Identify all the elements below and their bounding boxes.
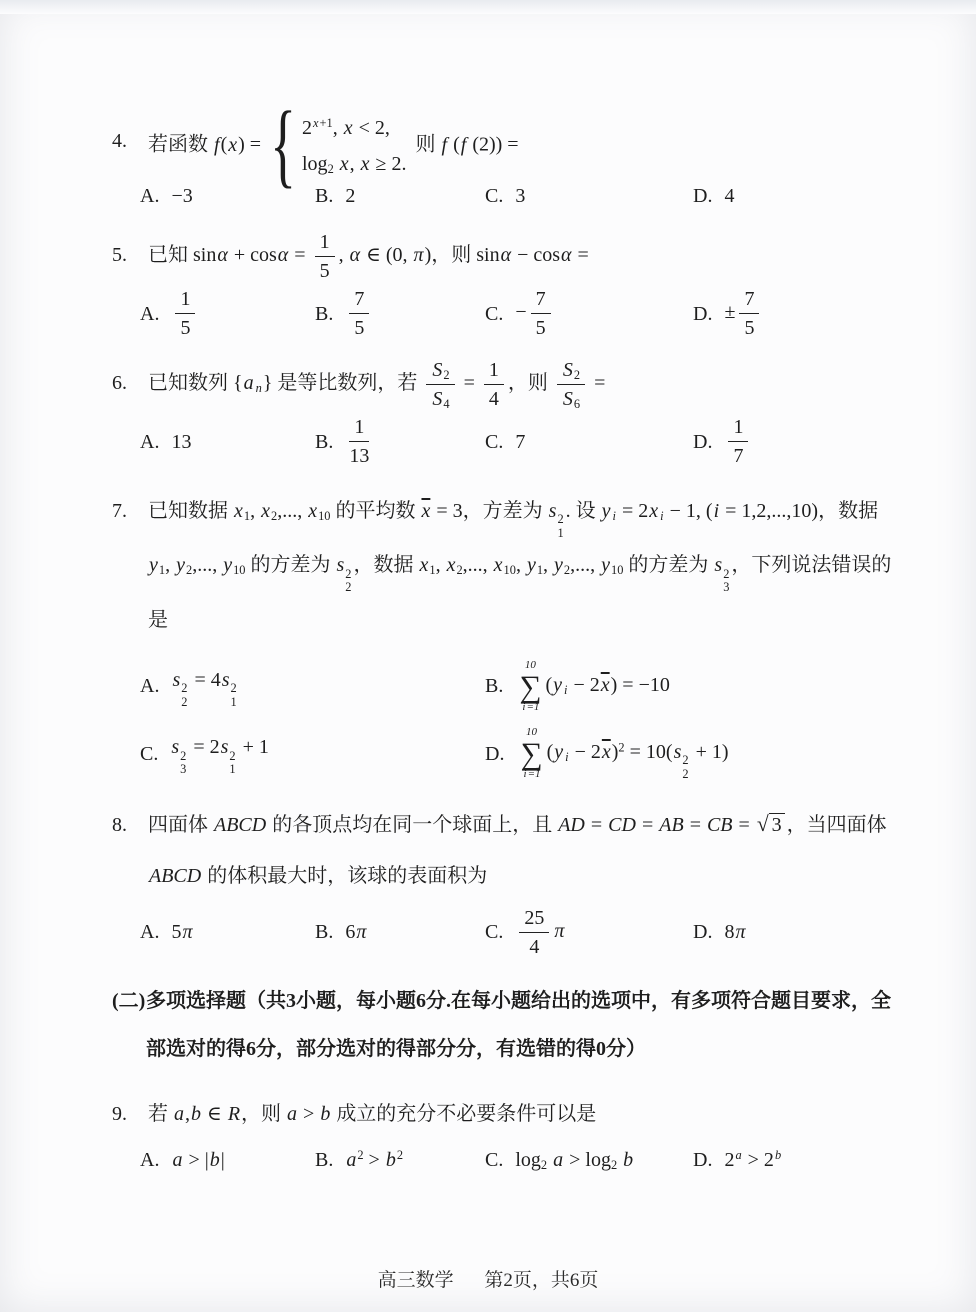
option-label: A. xyxy=(140,430,160,453)
option-label: C. xyxy=(485,1148,504,1171)
option-label: B. xyxy=(315,430,334,453)
option-value: 5π xyxy=(171,921,193,943)
question-9-stem xyxy=(112,1089,892,1140)
question-8 xyxy=(112,800,892,959)
option-value: 10 ∑ i=1 (y $i - 2\overline{x}) = -10$ xyxy=(519,658,670,713)
section-instructions: 多项选择题（共3小题，每小题6分.在每小题给出的选项中，有多项符合题目要求，全部选对的得6分，部分选对的得部分分，有选错的得0分） xyxy=(146,989,891,1060)
question-number: 7. xyxy=(112,500,127,522)
option-label: D. xyxy=(485,743,505,766)
question-5-options xyxy=(112,287,892,340)
option-label: C. xyxy=(140,743,159,766)
option-b xyxy=(315,906,485,959)
question-7-options-row1 xyxy=(112,660,892,713)
question-6 xyxy=(112,358,892,468)
question-7 xyxy=(112,486,892,782)
option-d xyxy=(693,287,892,340)
option-value: 13 xyxy=(171,430,192,453)
option-a xyxy=(140,906,315,959)
page-footer xyxy=(0,1265,976,1292)
option-value: $\frac{25}{4}$ π xyxy=(515,906,565,959)
option-a xyxy=(140,1144,315,1176)
option-b xyxy=(315,180,485,212)
option-value: ± $\frac{7}{5}$ xyxy=(724,287,763,340)
question-8-stem xyxy=(112,800,892,902)
question-5-stem xyxy=(112,230,892,283)
section-2-header xyxy=(112,977,892,1073)
footer-page-number: 第2页，共6页 xyxy=(484,1270,599,1291)
option-value: − $\frac{7}{5}$ xyxy=(515,287,554,340)
question-7-stem xyxy=(112,486,892,646)
question-6-stem xyxy=(112,358,892,411)
option-value: 4 xyxy=(724,185,735,207)
option-label: D. xyxy=(693,430,713,453)
option-label: D. xyxy=(693,921,713,943)
footer-course-title: 高三数学 xyxy=(377,1270,454,1291)
question-text: 四面体 ABCD 的各顶点均在同一个球面上，且 AD = CD = AB = CB = √ 3 ，当四面体 ABCD 的体积最大时，该球的表面积为 xyxy=(148,811,887,887)
question-number: 6. xyxy=(112,372,127,394)
option-d xyxy=(693,180,892,212)
option-value: a > |b| xyxy=(172,1148,225,1171)
option-label: A. xyxy=(140,921,160,943)
question-number: 9. xyxy=(112,1102,127,1125)
question-4 xyxy=(112,92,892,212)
option-d xyxy=(693,415,892,468)
option-label: B. xyxy=(315,1148,334,1171)
option-label: D. xyxy=(693,185,713,207)
option-label: C. xyxy=(485,430,504,453)
option-label: B. xyxy=(485,675,504,698)
question-number: 5. xyxy=(112,244,127,266)
option-label: C. xyxy=(485,921,504,943)
option-b xyxy=(315,415,485,468)
question-text: 已知数据 x1, x2,..., x10 的平均数 $\overline{x} = 3$，方差为 s 2 1 . 设 y i = 2x i − 1, (i = 1,2,...,10)，数据 y1, y2,..., y10 的方差为 s 2 2 ，数据 x1, x2,..., x10, y1, y2,..., y10 的方差为 s 2 3 ，下列说法错误的是 xyxy=(148,500,892,631)
option-d xyxy=(693,906,892,959)
option-b xyxy=(315,287,485,340)
option-a xyxy=(140,287,315,340)
option-value: 10 ∑ i=1 (y $i - 2\overline{x})^2 = 10(s$ 2 2 + 1) xyxy=(520,725,729,781)
option-c xyxy=(485,415,693,468)
option-value: −3 xyxy=(171,185,193,207)
option-value: s 2 3 = 2s 2 1 + 1 xyxy=(171,736,269,777)
section-label: (二) xyxy=(112,989,146,1012)
option-b xyxy=(485,660,892,713)
question-number: 8. xyxy=(112,813,127,836)
option-c xyxy=(485,1144,693,1176)
option-value: 6π xyxy=(345,921,367,943)
option-value: 7 xyxy=(515,430,526,453)
question-4-stem xyxy=(112,92,892,198)
question-9-options xyxy=(112,1144,892,1176)
question-5 xyxy=(112,230,892,340)
option-value: $2^a > 2^b$ xyxy=(724,1147,782,1171)
option-label: B. xyxy=(315,302,334,325)
option-value: 8π xyxy=(724,921,746,943)
option-label: A. xyxy=(140,675,160,698)
option-label: C. xyxy=(485,185,504,207)
question-9 xyxy=(112,1089,892,1176)
option-value: $\frac{1}{5}$ xyxy=(171,287,199,340)
question-text: 若函数 f(x) = { $2^{x+1}$, x < 2, log2 x, x ≥ 2. 则 f (f (2)) = xyxy=(148,92,519,198)
question-number: 4. xyxy=(112,130,127,152)
option-label: A. xyxy=(140,1148,160,1171)
option-c xyxy=(140,727,485,782)
option-d xyxy=(485,727,892,782)
option-value: $\frac{1}{13}$ xyxy=(349,416,370,467)
option-b xyxy=(315,1144,485,1176)
option-c xyxy=(485,287,693,340)
option-a xyxy=(140,415,315,468)
question-8-options xyxy=(112,906,892,959)
option-d xyxy=(693,1144,892,1176)
option-value: $a^2 > b^2$ xyxy=(346,1147,404,1171)
option-label: A. xyxy=(140,185,160,207)
question-text: 已知 sinα + cosα = $\frac{1}{5}$ , α ∈ (0, π)，则 sinα − cosα = xyxy=(148,231,589,282)
question-7-options-row2 xyxy=(112,727,892,782)
question-6-options xyxy=(112,415,892,468)
option-label: B. xyxy=(315,921,334,943)
option-value: $\frac{1}{7}$ xyxy=(724,415,752,468)
option-value: log2 a > log2 b xyxy=(515,1148,634,1172)
option-label: B. xyxy=(315,185,334,207)
option-label: D. xyxy=(693,1148,713,1171)
option-value: s 2 2 = 4s 2 1 xyxy=(172,668,237,709)
option-c xyxy=(485,906,693,959)
option-value: 3 xyxy=(515,185,526,207)
option-a xyxy=(140,660,485,713)
question-4-options xyxy=(112,180,892,212)
question-text: 若 a,b ∈ R，则 a > b 成立的充分不必要条件可以是 xyxy=(148,1102,597,1125)
option-label: D. xyxy=(693,302,713,325)
option-c xyxy=(485,180,693,212)
question-text: 已知数列 {a n} 是等比数列，若 $\frac{S2}{S4}$ = $\frac{1}{4}$ ，则 $\frac{S2}{S6}$ = xyxy=(148,359,606,412)
option-value: 2 xyxy=(345,185,356,207)
option-value: $\frac{7}{5}$ xyxy=(345,287,373,340)
option-label: C. xyxy=(485,302,504,325)
option-label: A. xyxy=(140,302,160,325)
